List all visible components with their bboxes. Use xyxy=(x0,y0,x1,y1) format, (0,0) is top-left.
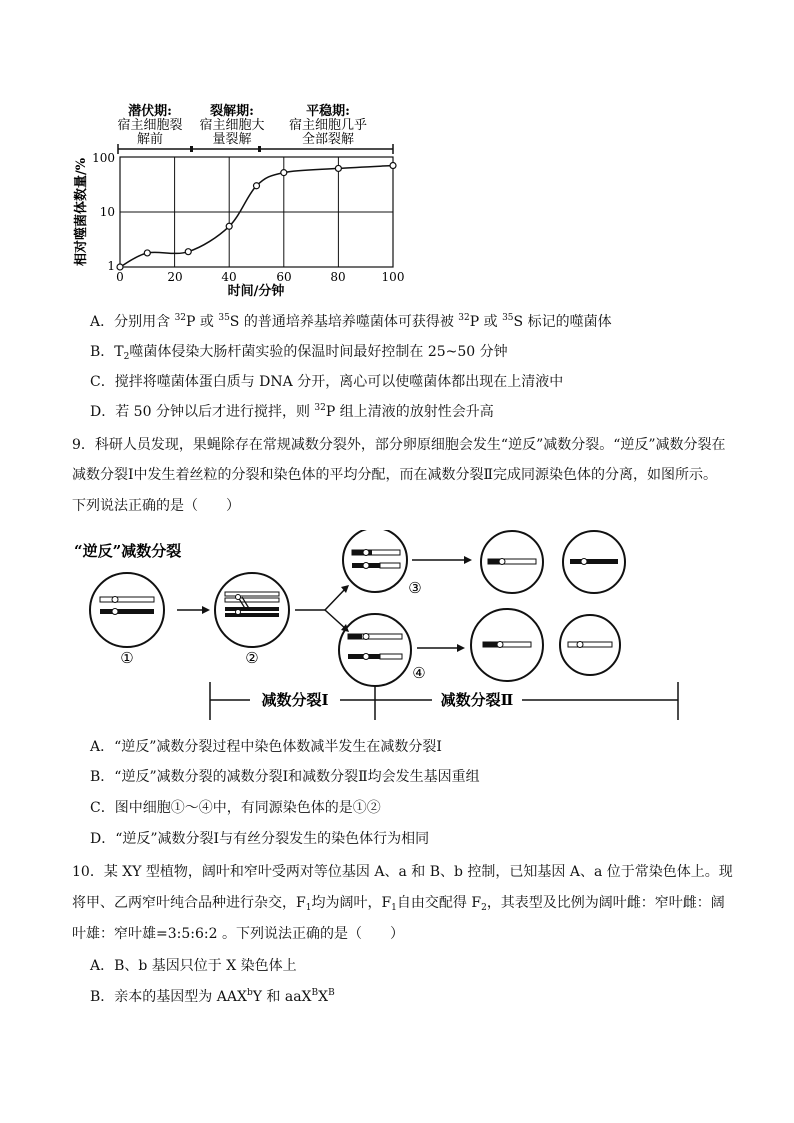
y-tick-100: 100 xyxy=(92,151,115,165)
phase-1-title: 潜伏期: xyxy=(128,104,172,119)
phase-2-line3: 量裂解 xyxy=(212,132,252,147)
phase-3-title: 平稳期: xyxy=(306,104,350,119)
q9-stem-line2: 减数分裂Ⅰ中发生着丝粒的分裂和染色体的平均分配，而在减数分裂Ⅱ完成同源染色体的分离，如图所示。 xyxy=(72,467,718,483)
cell-5 xyxy=(481,531,543,593)
cell-7 xyxy=(471,609,543,681)
q9-stem-line3: 下列说法正确的是（ ） xyxy=(72,498,240,514)
phase-2-title: 裂解期: xyxy=(210,104,254,119)
chart-marks xyxy=(117,163,396,270)
reverse-meiosis-diagram xyxy=(70,530,720,725)
data-point-7 xyxy=(390,163,396,169)
q10-stem-line1: 10．某 XY 型植物，阔叶和窄叶受两对等位基因 A、a 和 B、b 控制，已知基因 A、a 位于常染色体上。现 xyxy=(72,864,733,880)
phase-3-line3: 全部裂解 xyxy=(301,132,355,147)
q9-option-c: C．图中细胞①～④中，有同源染色体的是①② xyxy=(90,800,381,816)
cell-8 xyxy=(560,615,620,675)
label-3: ③ xyxy=(408,579,422,597)
q9-option-b: B．“逆反”减数分裂的减数分裂Ⅰ和减数分裂Ⅱ均会发生基因重组 xyxy=(90,769,480,785)
label-2: ② xyxy=(245,649,259,667)
phase-2-line2: 宿主细胞大 xyxy=(199,118,265,133)
data-point-3 xyxy=(226,223,232,229)
x-tick-0: 0 xyxy=(116,270,124,284)
x-tick-40: 40 xyxy=(221,270,237,284)
chart-grid xyxy=(120,157,393,267)
phage-growth-chart xyxy=(60,95,420,305)
q8-option-b: B．$T_2$噬菌体侵染大肠杆菌实验的保温时间最好控制在 25~50 分钟 xyxy=(90,344,508,362)
cell-4 xyxy=(339,614,411,686)
cell-1 xyxy=(90,573,164,647)
q9-option-d: D．“逆反”减数分裂Ⅰ与有丝分裂发生的染色体行为相同 xyxy=(90,831,430,847)
data-point-4 xyxy=(254,183,260,189)
y-axis-label: 相对噬菌体数量/% xyxy=(74,157,89,267)
x-tick-80: 80 xyxy=(330,270,346,284)
x-axis-label: 时间/分钟 xyxy=(227,284,285,299)
cell-3 xyxy=(343,530,407,592)
series-line xyxy=(120,166,393,267)
phase-1-line3: 解前 xyxy=(136,132,164,147)
q10-stem-line3: 叶雄：窄叶雄=3:5:6:2 。下列说法正确的是（ ） xyxy=(72,926,404,942)
q9-stem-line1: 9．科研人员发现，果蝇除存在常规减数分裂外，部分卵原细胞会发生“逆反”减数分裂。“逆反”减数分裂在 xyxy=(72,437,726,453)
arrow-1-2-head xyxy=(202,606,210,614)
stage2-label: 减数分裂Ⅱ xyxy=(440,691,514,709)
arrow-2-3 xyxy=(325,587,347,610)
data-point-5 xyxy=(281,170,287,176)
data-point-2 xyxy=(185,249,191,255)
data-point-1 xyxy=(144,250,150,256)
label-1: ① xyxy=(120,649,134,667)
y-tick-10: 10 xyxy=(99,205,115,219)
stage1-label: 减数分裂Ⅰ xyxy=(261,691,329,709)
x-tick-20: 20 xyxy=(167,270,183,284)
cell-2 xyxy=(215,573,289,647)
label-4: ④ xyxy=(412,664,426,682)
data-point-6 xyxy=(335,165,341,171)
phase-divider-2 xyxy=(258,146,261,152)
q8-option-a: A．分别用含 $^{32}$P 或 $^{35}$S 的普通培养基培养噬菌体可获得被 $^{32}$P 或 $^{35}$S 标记的噬菌体 xyxy=(90,313,612,330)
q10-option-b: B．亲本的基因型为 AAX$^b$Y 和 $aaX^BX^B$ xyxy=(90,988,335,1005)
q10-stem-line2: 将甲、乙两窄叶纯合品种进行杂交，$F_1$均为阔叶，$F_1$自由交配得 $F_2$，其表型及比例为阔叶雌：窄叶雌：阔 xyxy=(72,895,725,913)
phase-1-line2: 宿主细胞裂 xyxy=(117,118,183,133)
q10-option-a: A．B、b 基因只位于 X 染色体上 xyxy=(90,958,297,974)
q8-option-d: D．若 50 分钟以后才进行搅拌，则 $^{32}$P 组上清液的放射性会升高 xyxy=(90,403,494,420)
arrow-4-7-head xyxy=(457,644,465,652)
cell-6 xyxy=(563,531,625,593)
y-tick-1: 1 xyxy=(107,259,115,273)
diagram-title: “逆反”减数分裂 xyxy=(74,542,182,560)
phase-3-line2: 宿主细胞几乎 xyxy=(288,118,368,133)
phase-divider-1 xyxy=(190,146,193,152)
q8-option-c: C．搅拌将噬菌体蛋白质与 DNA 分开，离心可以使噬菌体都出现在上清液中 xyxy=(90,374,564,390)
x-tick-60: 60 xyxy=(276,270,292,284)
x-tick-100: 100 xyxy=(381,270,405,284)
arrow-3-5-head xyxy=(464,556,472,564)
q9-option-a: A．“逆反”减数分裂过程中染色体数减半发生在减数分裂Ⅰ xyxy=(90,739,442,755)
